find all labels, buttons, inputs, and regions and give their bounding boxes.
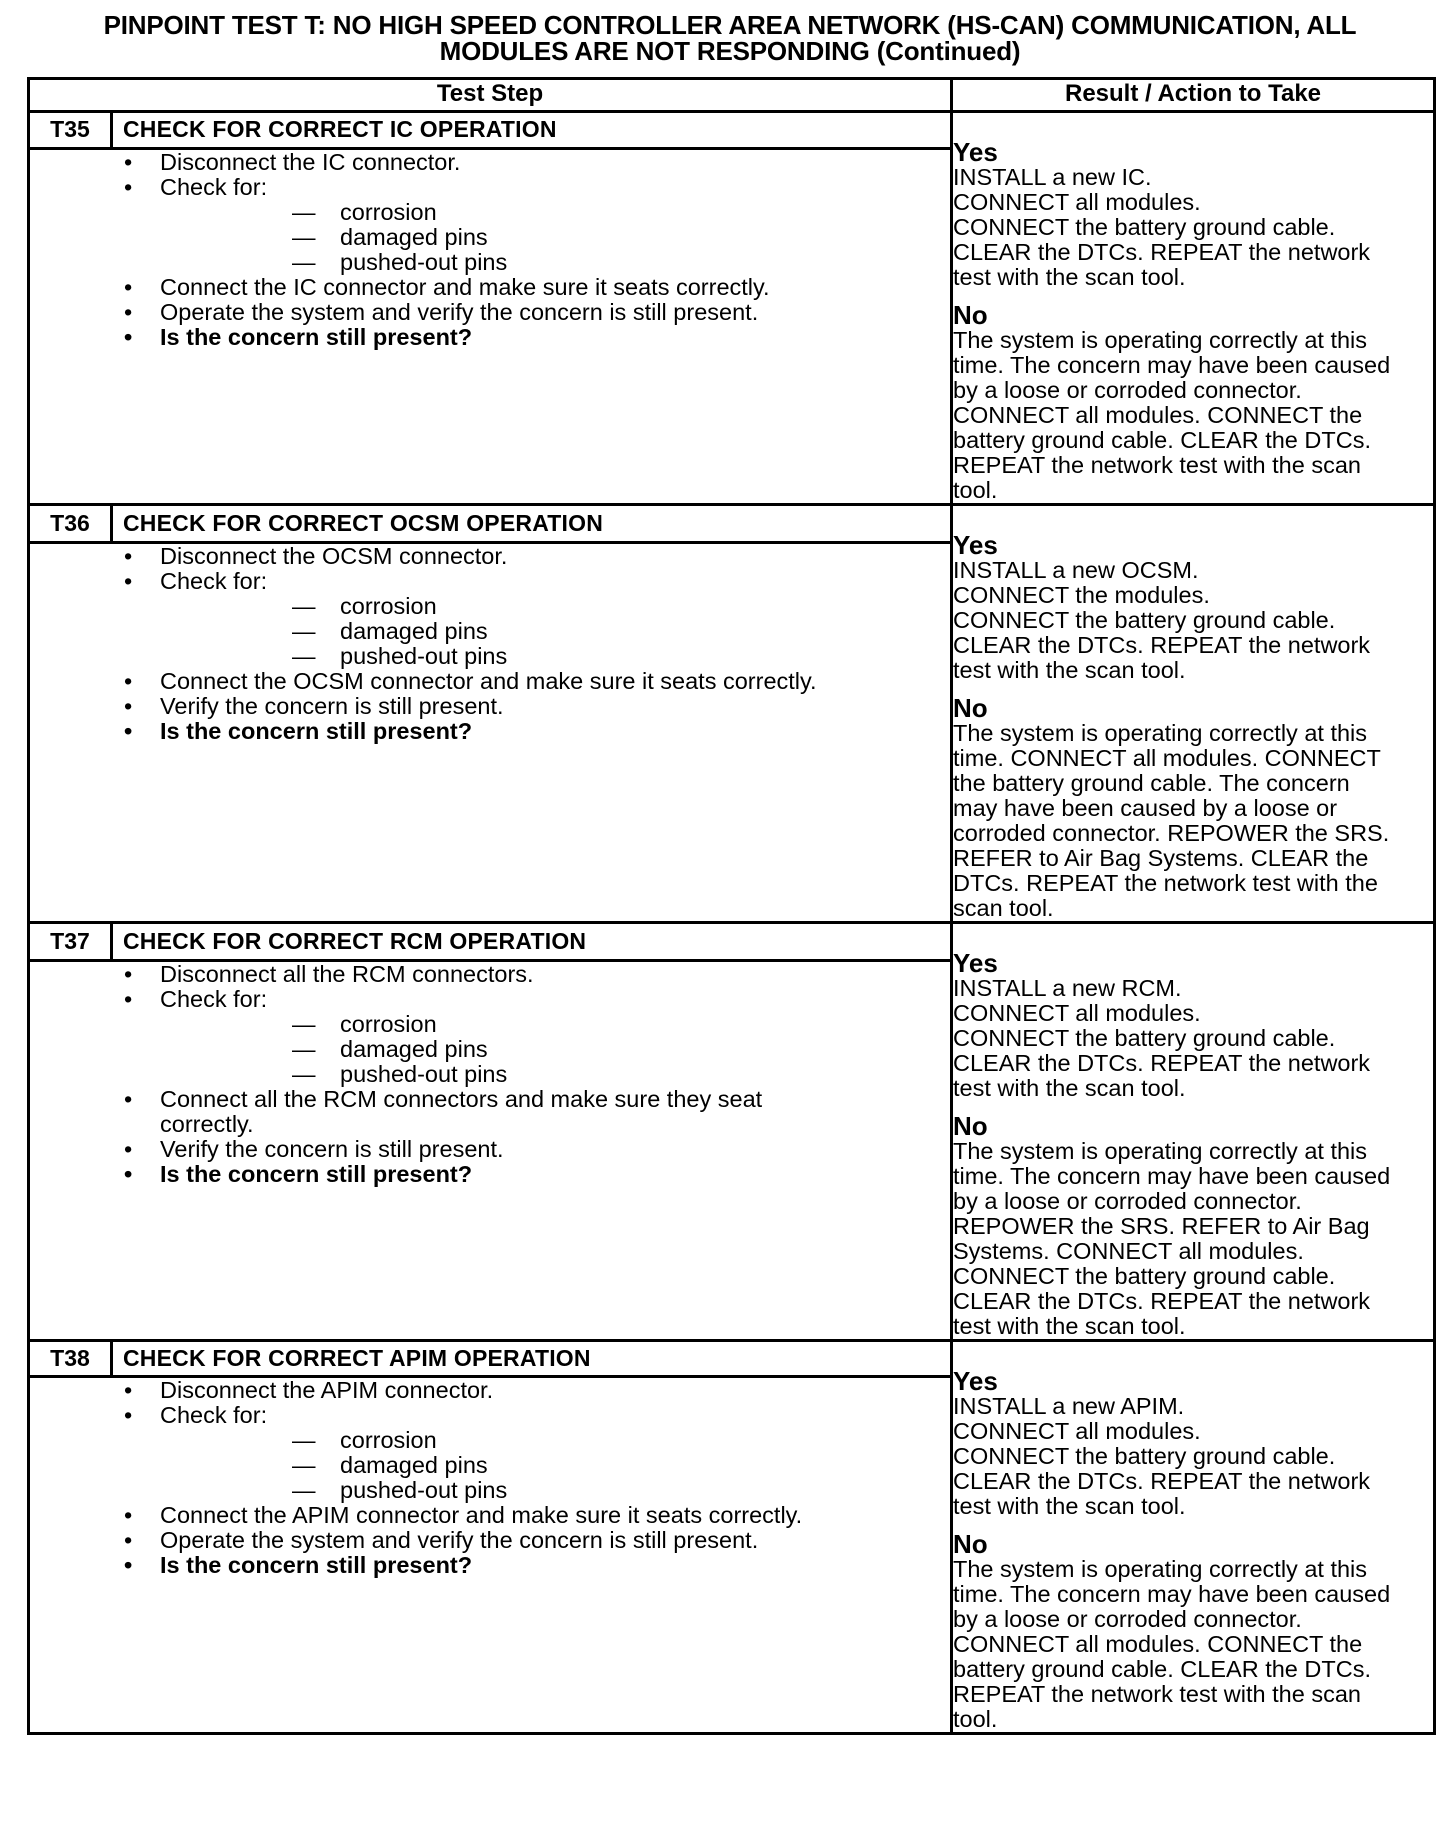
yes-action: INSTALL a new APIM. CONNECT all modules. CONNECT the battery ground cable. CLEAR the DTCs. REPEAT the network test with the scan tool. bbox=[953, 1393, 1371, 1519]
step-number: T38 bbox=[29, 1341, 112, 1377]
yes-label: Yes bbox=[953, 948, 998, 978]
step-result bbox=[952, 923, 1435, 1341]
step-title: CHECK FOR CORRECT RCM OPERATION bbox=[112, 923, 952, 961]
yes-action: INSTALL a new OCSM. CONNECT the modules. CONNECT the battery ground cable. CLEAR the DTCs. REPEAT the network test with the scan tool. bbox=[953, 557, 1371, 683]
step-result bbox=[952, 112, 1435, 505]
no-action: The system is operating correctly at this time. The concern may have been caused by a loose or corroded connector. CONNECT all modules. CONNECT the battery ground cable. CLEAR the DTCs. REPEAT the network test with the scan tool. bbox=[953, 327, 1391, 503]
pinpoint-test-table bbox=[27, 77, 1436, 1735]
list-item: • Connect the APIM connector and make sure it seats correctly. bbox=[124, 1502, 803, 1529]
step-instructions bbox=[29, 542, 952, 922]
sub-item: — corrosion bbox=[292, 198, 437, 225]
question-item: • Is the concern still present? bbox=[124, 1552, 473, 1579]
yes-label: Yes bbox=[953, 530, 998, 560]
step-instructions bbox=[29, 960, 952, 1340]
step-result bbox=[952, 505, 1435, 923]
list-item: • Check for: — corrosion — damaged pins — pushed-out pins bbox=[30, 1403, 950, 1503]
list-item: • Operate the system and verify the concern is still present. bbox=[124, 1527, 759, 1554]
list-item: • Connect the IC connector and make sure it seats correctly. bbox=[124, 273, 770, 300]
no-label: No bbox=[953, 693, 988, 723]
step-number: T36 bbox=[29, 505, 112, 543]
step-row-t37 bbox=[29, 923, 1435, 961]
list-item: • Verify the concern is still present. bbox=[124, 692, 504, 719]
step-row-t38 bbox=[29, 1341, 1435, 1377]
step-title: CHECK FOR CORRECT IC OPERATION bbox=[112, 112, 952, 149]
sub-item: — corrosion bbox=[292, 592, 437, 619]
sub-item: — damaged pins bbox=[292, 1452, 488, 1479]
no-action: The system is operating correctly at this time. The concern may have been caused by a loose or corroded connector. CONNECT all modules. CONNECT the battery ground cable. CLEAR the DTCs. REPEAT the network test with the scan tool. bbox=[953, 1556, 1391, 1732]
step-row-t36 bbox=[29, 505, 1435, 543]
yes-action: INSTALL a new IC. CONNECT all modules. CONNECT the battery ground cable. CLEAR the DTCs. REPEAT the network test with the scan tool. bbox=[953, 164, 1371, 290]
sub-item: — corrosion bbox=[292, 1010, 437, 1037]
list-item: • Disconnect the IC connector. bbox=[124, 148, 461, 175]
step-number: T35 bbox=[29, 112, 112, 149]
no-label: No bbox=[953, 300, 988, 330]
sub-item: — pushed-out pins bbox=[292, 1477, 508, 1504]
list-item: • Check for: — corrosion — damaged pins — pushed-out pins bbox=[30, 987, 950, 1087]
sub-item: — damaged pins bbox=[292, 1035, 488, 1062]
col-header-result: Result / Action to Take bbox=[952, 79, 1435, 112]
sub-item: — damaged pins bbox=[292, 617, 488, 644]
question-item: • Is the concern still present? bbox=[124, 323, 473, 350]
list-item: • Disconnect the OCSM connector. bbox=[124, 542, 508, 569]
yes-label: Yes bbox=[953, 137, 998, 167]
no-label: No bbox=[953, 1111, 988, 1141]
question-item: • Is the concern still present? bbox=[124, 717, 473, 744]
title-line-2: MODULES ARE NOT RESPONDING (Continued) bbox=[439, 36, 1021, 66]
page-title bbox=[20, 12, 1440, 64]
yes-action: INSTALL a new RCM. CONNECT all modules. CONNECT the battery ground cable. CLEAR the DTCs. REPEAT the network test with the scan tool. bbox=[953, 975, 1371, 1101]
sub-item: — pushed-out pins bbox=[292, 642, 508, 669]
sub-item: — pushed-out pins bbox=[292, 1060, 508, 1087]
list-item: • Connect the OCSM connector and make sure it seats correctly. bbox=[124, 667, 817, 694]
list-item: • Operate the system and verify the concern is still present. bbox=[124, 298, 759, 325]
step-instructions bbox=[29, 148, 952, 504]
sub-item: — corrosion bbox=[292, 1427, 437, 1454]
question-item: • Is the concern still present? bbox=[124, 1160, 473, 1187]
col-header-test-step: Test Step bbox=[29, 79, 952, 112]
step-instructions bbox=[29, 1377, 952, 1734]
list-item: • Check for: — corrosion — damaged pins — pushed-out pins bbox=[30, 569, 950, 669]
yes-label: Yes bbox=[953, 1366, 998, 1396]
sub-item: — damaged pins bbox=[292, 223, 488, 250]
list-item: • Connect all the RCM connectors and make sure they seat correctly. bbox=[124, 1085, 763, 1137]
step-title: CHECK FOR CORRECT OCSM OPERATION bbox=[112, 505, 952, 543]
step-title: CHECK FOR CORRECT APIM OPERATION bbox=[112, 1341, 952, 1377]
step-row-t35 bbox=[29, 112, 1435, 149]
step-result bbox=[952, 1341, 1435, 1734]
list-item: • Check for: — corrosion — damaged pins — pushed-out pins bbox=[30, 175, 950, 275]
list-item: • Disconnect the APIM connector. bbox=[124, 1377, 494, 1404]
title-line-1: PINPOINT TEST T: NO HIGH SPEED CONTROLLER AREA NETWORK (HS-CAN) COMMUNICATION, ALL bbox=[103, 10, 1357, 40]
table-header-row bbox=[29, 79, 1435, 112]
no-action: The system is operating correctly at this time. The concern may have been caused by a loose or corroded connector. REPOWER the SRS. REFER to Air Bag Systems. CONNECT all modules. CONNECT the battery ground cable. CLEAR the DTCs. REPEAT the network test with the scan tool. bbox=[953, 1138, 1391, 1339]
sub-item: — pushed-out pins bbox=[292, 248, 508, 275]
no-action: The system is operating correctly at this time. CONNECT all modules. CONNECT the battery ground cable. The concern may have been caused by a loose or corroded connector. REPOWER the SRS. REFER to Air Bag Systems. CLEAR the DTCs. REPEAT the network test with the scan tool. bbox=[953, 720, 1390, 921]
list-item: • Verify the concern is still present. bbox=[124, 1135, 504, 1162]
list-item: • Disconnect all the RCM connectors. bbox=[124, 960, 534, 987]
step-number: T37 bbox=[29, 923, 112, 961]
no-label: No bbox=[953, 1529, 988, 1559]
